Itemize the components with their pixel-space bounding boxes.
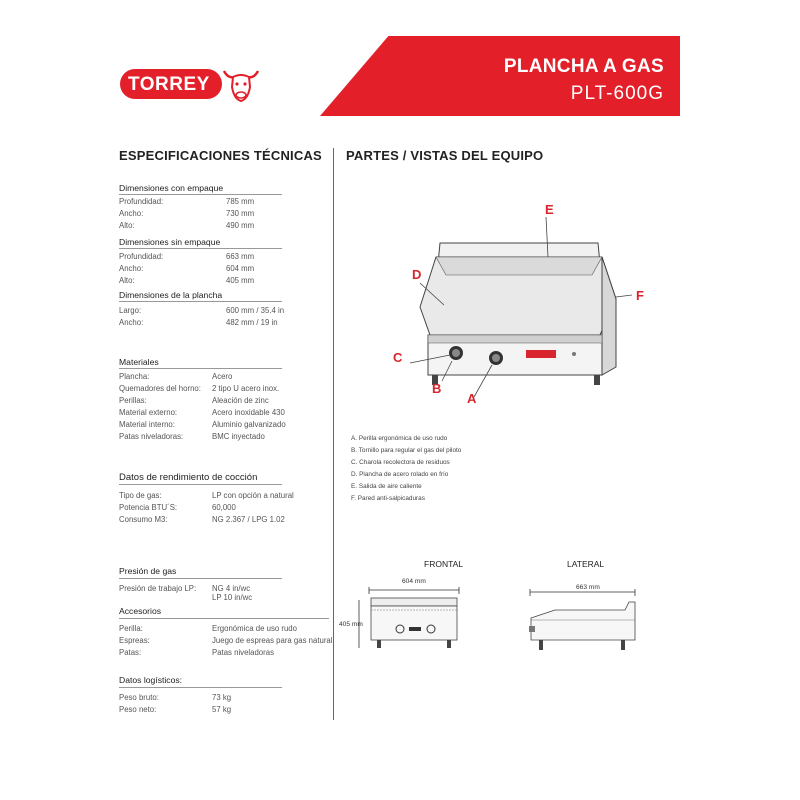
spec-value: 73 kg	[212, 693, 232, 702]
spec-label: Perillas:	[119, 396, 147, 405]
divider	[119, 578, 282, 579]
spec-value: NG 4 in/wc	[212, 584, 251, 593]
spec-value: 490 mm	[226, 221, 255, 230]
frontal-width-label: 604 mm	[402, 578, 426, 585]
product-title: PLANCHA A GAS	[503, 56, 664, 77]
divider	[119, 687, 282, 688]
frontal-title: FRONTAL	[424, 559, 464, 569]
logo-text: TORREY	[128, 74, 210, 95]
spec-label: Patas niveladoras:	[119, 432, 184, 441]
spec-value: Acero inoxidable 430	[212, 408, 285, 417]
legend-item: D. Plancha de acero rolado en frío	[351, 471, 449, 478]
spec-value: 663 mm	[226, 252, 255, 261]
spec-label: Ancho:	[119, 264, 144, 273]
divider	[119, 484, 282, 485]
group-heading: Datos de rendimiento de cocción	[119, 472, 258, 483]
spec-value: 405 mm	[226, 276, 255, 285]
torrey-logo	[120, 63, 262, 105]
spec-value: 604 mm	[226, 264, 255, 273]
spec-label: Material interno:	[119, 420, 175, 429]
product-model: PLT-600G	[570, 83, 664, 104]
spec-value: LP 10 in/wc	[212, 593, 253, 602]
spec-value: 60,000	[212, 503, 236, 512]
spec-value: 482 mm / 19 in	[226, 318, 278, 327]
spec-value: 730 mm	[226, 209, 255, 218]
part-letter-e: E	[545, 202, 554, 217]
lateral-depth-label: 663 mm	[576, 584, 600, 591]
spec-value: 2 tipo U acero inox.	[212, 384, 280, 393]
spec-value: NG 2.367 / LPG 1.02	[212, 515, 285, 524]
spec-label: Largo:	[119, 306, 142, 315]
group-heading: Dimensiones de la plancha	[119, 290, 223, 300]
lateral-view-drawing	[525, 588, 640, 658]
legend-item: C. Charola recolectora de residuos	[351, 459, 450, 466]
griddle-illustration	[380, 195, 660, 415]
divider	[119, 301, 282, 302]
spec-label: Perilla:	[119, 624, 143, 633]
legend-item: E. Salida de aire caliente	[351, 483, 422, 490]
specs-title: ESPECIFICACIONES TÉCNICAS	[119, 148, 322, 163]
spec-label: Potencia BTU´S:	[119, 503, 178, 512]
group-heading: Materiales	[119, 357, 159, 367]
spec-value: Juego de espreas para gas natural	[212, 636, 333, 645]
group-heading: Presión de gas	[119, 566, 177, 576]
spec-value: Ergonómica de uso rudo	[212, 624, 297, 633]
part-letter-f: F	[636, 288, 644, 303]
spec-label: Espreas:	[119, 636, 150, 645]
spec-value: Patas niveladoras	[212, 648, 274, 657]
group-heading: Dimensiones con empaque	[119, 183, 224, 193]
spec-label: Tipo de gas:	[119, 491, 162, 500]
divider	[119, 248, 282, 249]
spec-label: Plancha:	[119, 372, 150, 381]
legend-item: B. Tornillo para regular el gas del piloto	[351, 447, 462, 454]
spec-label: Consumo M3:	[119, 515, 168, 524]
divider	[119, 194, 282, 195]
part-letter-b: B	[432, 381, 442, 396]
divider	[119, 618, 329, 619]
spec-value: Acero	[212, 372, 233, 381]
frontal-height-label: 405 mm	[339, 621, 363, 628]
bull-head-icon	[220, 63, 262, 105]
spec-label: Material externo:	[119, 408, 178, 417]
part-letter-a: A	[467, 391, 477, 406]
column-divider	[333, 148, 334, 720]
spec-label: Profundidad:	[119, 197, 164, 206]
spec-value: Aluminio galvanizado	[212, 420, 286, 429]
spec-label: Peso bruto:	[119, 693, 159, 702]
spec-label: Alto:	[119, 276, 135, 285]
spec-value: 785 mm	[226, 197, 255, 206]
parts-title: PARTES / VISTAS DEL EQUIPO	[346, 148, 544, 163]
group-heading: Datos logísticos:	[119, 675, 183, 685]
spec-label: Profundidad:	[119, 252, 164, 261]
spec-value: Aleación de zinc	[212, 396, 269, 405]
group-heading: Dimensiones sin empaque	[119, 237, 221, 247]
spec-label: Presión de trabajo LP:	[119, 584, 197, 593]
spec-label: Alto:	[119, 221, 135, 230]
lateral-title: LATERAL	[567, 559, 605, 569]
spec-label: Ancho:	[119, 318, 144, 327]
spec-value: 600 mm / 35.4 in	[226, 306, 285, 315]
frontal-view-drawing	[355, 586, 465, 658]
legend-item: F. Pared anti-salpicaduras	[351, 495, 425, 502]
spec-label: Quemadores del horno:	[119, 384, 201, 393]
spec-label: Patas:	[119, 648, 142, 657]
spec-value: LP con opción a natural	[212, 491, 294, 500]
part-letter-c: C	[393, 350, 403, 365]
spec-label: Peso neto:	[119, 705, 157, 714]
legend-item: A. Perilla ergonómica de uso rudo	[351, 435, 448, 442]
spec-value: 57 kg	[212, 705, 232, 714]
divider	[119, 368, 282, 369]
part-letter-d: D	[412, 267, 422, 282]
spec-label: Ancho:	[119, 209, 144, 218]
spec-value: BMC inyectado	[212, 432, 265, 441]
group-heading: Accesorios	[119, 606, 162, 616]
